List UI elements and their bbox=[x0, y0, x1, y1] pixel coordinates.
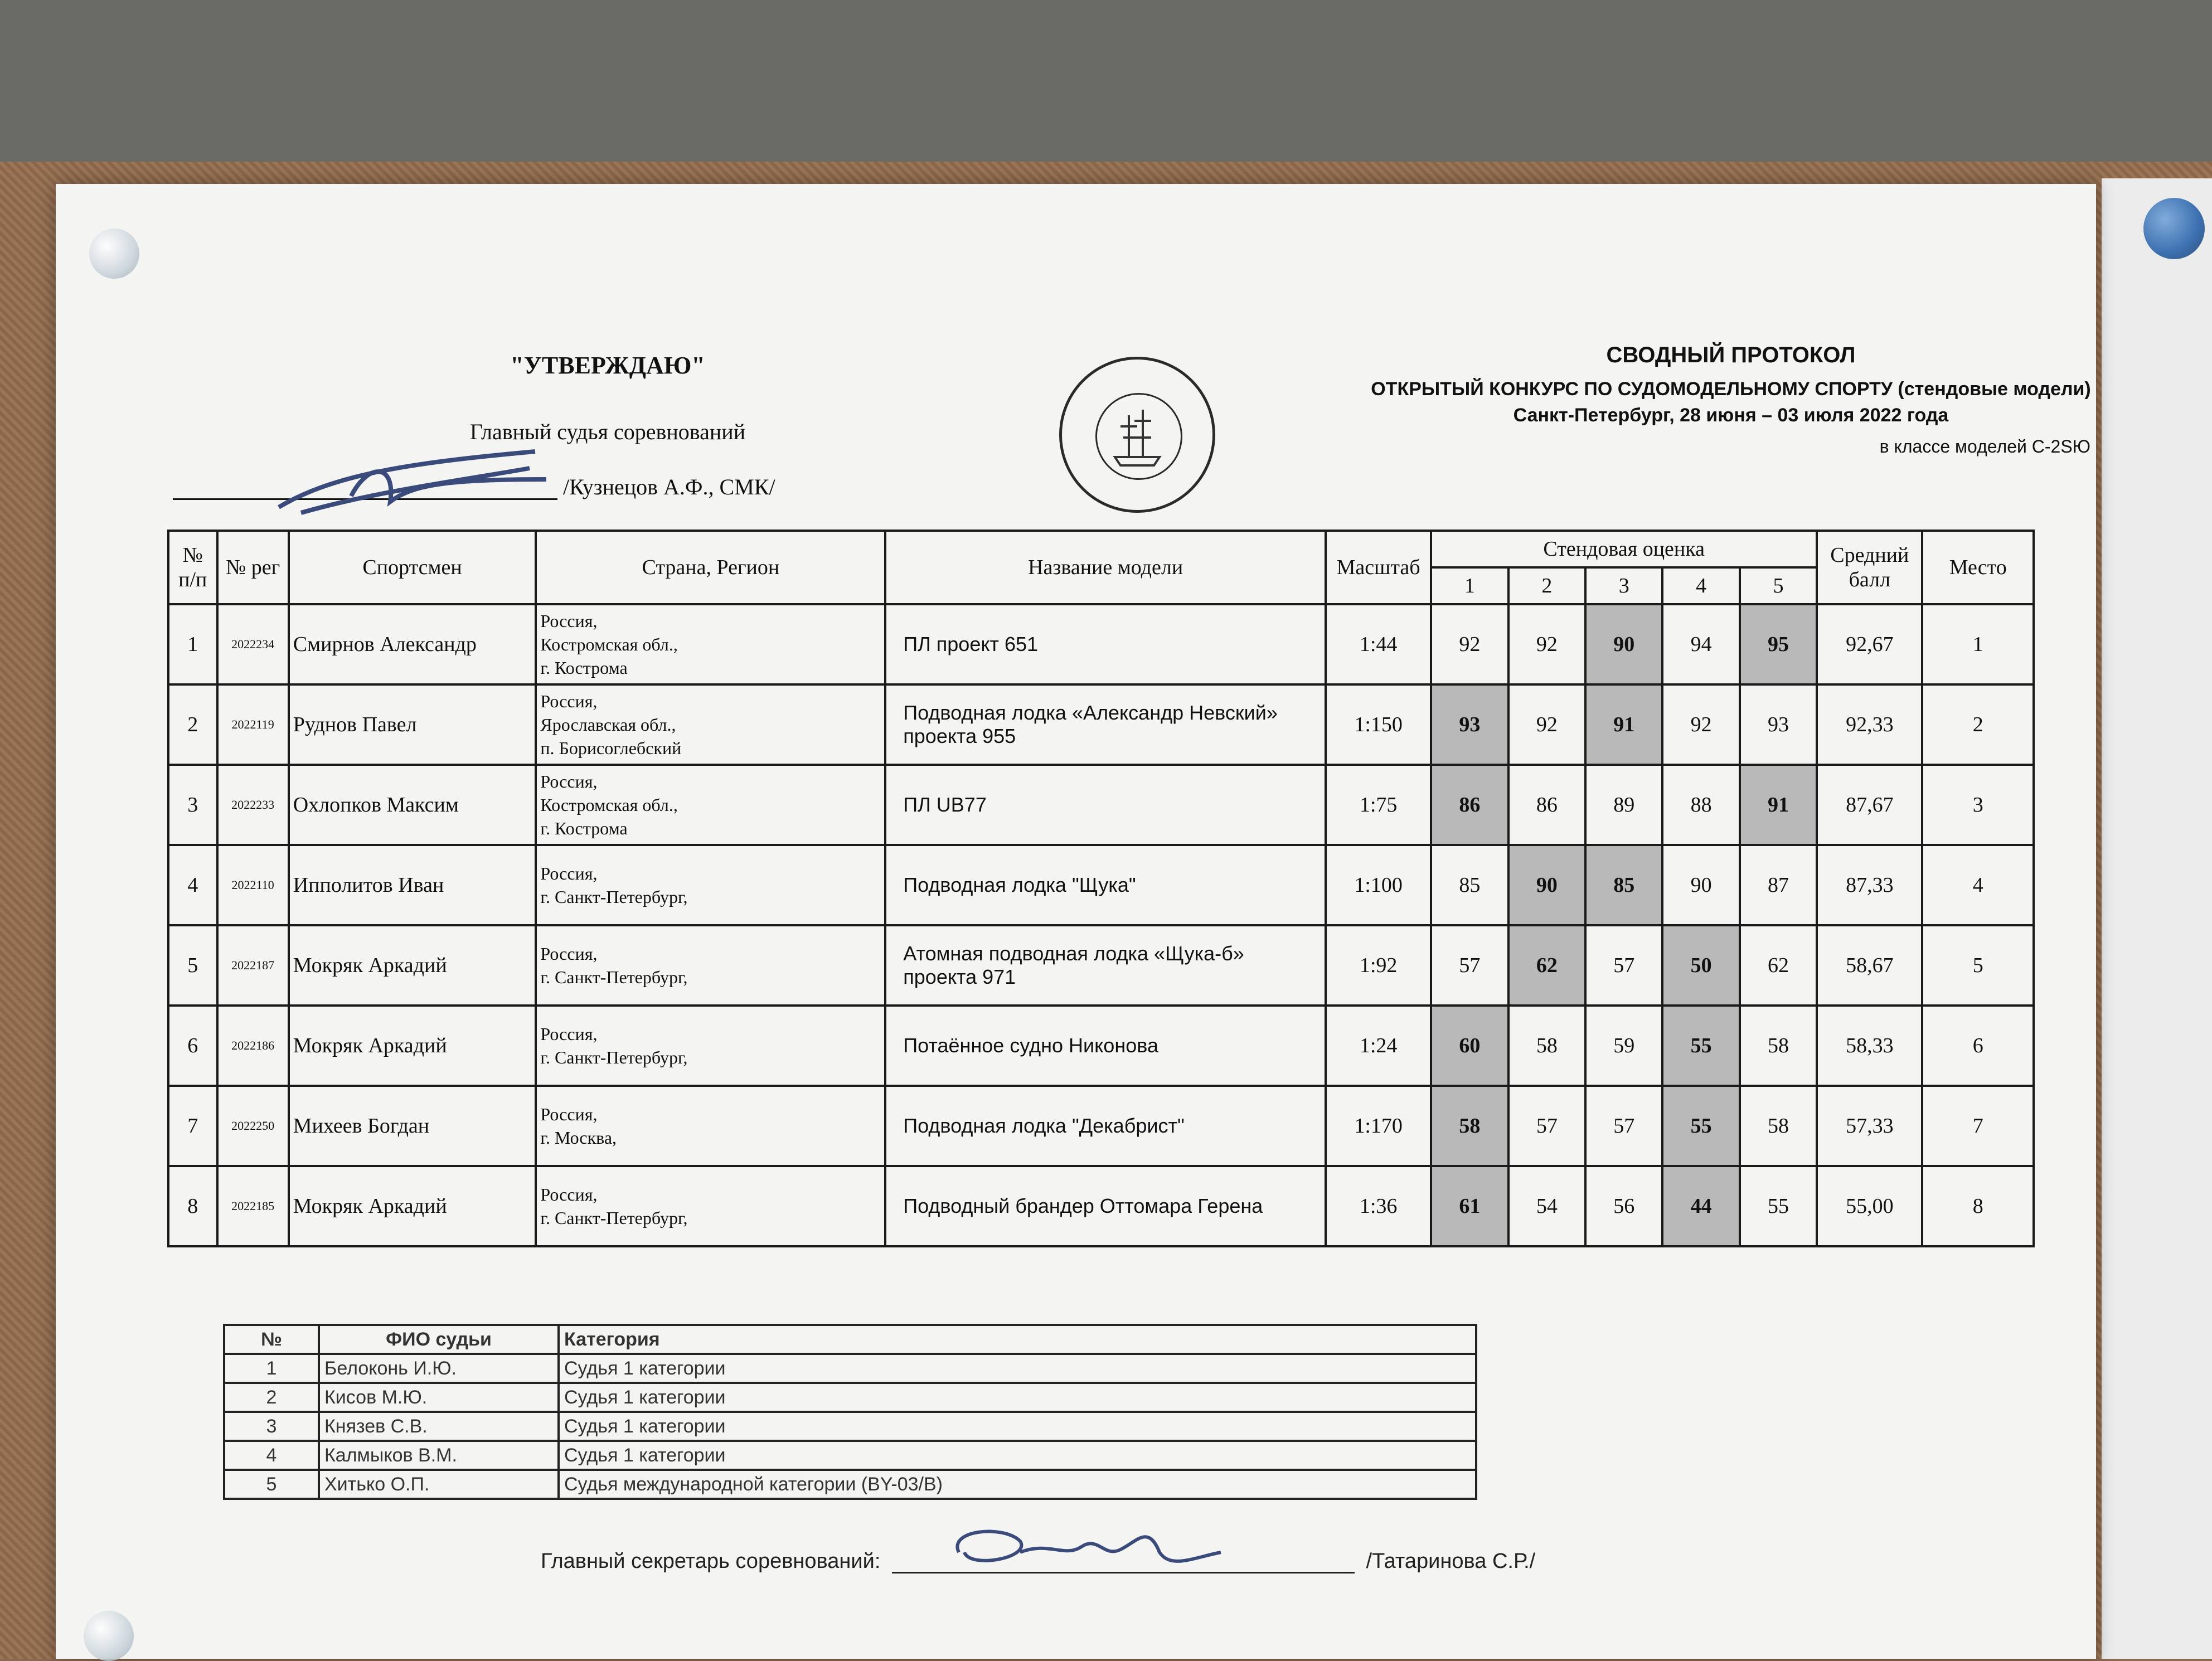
region-line: Россия, bbox=[540, 691, 598, 711]
header-num: № п/п bbox=[168, 531, 217, 604]
region-line: Костромская обл., bbox=[540, 634, 678, 654]
header-scale: Масштаб bbox=[1326, 531, 1431, 604]
region-line: п. Борисоглебский bbox=[540, 738, 682, 758]
row-model: Атомная подводная лодка «Щука-б» проекта 971 bbox=[885, 925, 1326, 1006]
row-score: 57 bbox=[1585, 925, 1662, 1006]
row-score: 90 bbox=[1585, 604, 1662, 684]
row-athlete: Мокряк Аркадий bbox=[289, 925, 536, 1006]
row-athlete: Охлопков Максим bbox=[289, 765, 536, 845]
region-line: Ярославская обл., bbox=[540, 715, 676, 735]
row-score: 91 bbox=[1740, 765, 1817, 845]
region-line: г. Москва, bbox=[540, 1128, 617, 1148]
row-region bbox=[536, 845, 885, 925]
row-reg: 2022119 bbox=[217, 684, 289, 765]
row-score: 61 bbox=[1431, 1166, 1508, 1246]
row-score: 58 bbox=[1508, 1006, 1585, 1086]
row-num: 5 bbox=[168, 925, 217, 1006]
row-region bbox=[536, 925, 885, 1006]
judges-table bbox=[223, 1324, 1477, 1500]
region-line: Россия, bbox=[540, 944, 598, 964]
competition-name: ОТКРЫТЫЙ КОНКУРС ПО СУДОМОДЕЛЬНОМУ СПОРТУ (стендовые модели) bbox=[1371, 378, 2091, 400]
row-score: 55 bbox=[1662, 1006, 1739, 1086]
row-avg: 58,67 bbox=[1817, 925, 1922, 1006]
push-pin-icon bbox=[2143, 198, 2205, 259]
row-reg: 2022185 bbox=[217, 1166, 289, 1246]
judge-category: Судья 1 категории bbox=[559, 1412, 1476, 1441]
row-num: 3 bbox=[168, 765, 217, 845]
header-reg: № рег bbox=[217, 531, 289, 604]
row-model: Подводная лодка "Щука" bbox=[885, 845, 1326, 925]
row-place: 2 bbox=[1922, 684, 2034, 765]
results-body bbox=[168, 604, 2034, 1246]
row-score: 86 bbox=[1508, 765, 1585, 845]
row-score: 92 bbox=[1431, 604, 1508, 684]
protocol-sheet bbox=[56, 184, 2096, 1659]
row-avg: 57,33 bbox=[1817, 1086, 1922, 1166]
judge-num: 4 bbox=[224, 1441, 319, 1470]
row-model: Подводная лодка «Александр Невский» проекта 955 bbox=[885, 684, 1326, 765]
region-line: Россия, bbox=[540, 1104, 598, 1124]
header-score-group: Стендовая оценка bbox=[1431, 531, 1817, 567]
row-num: 4 bbox=[168, 845, 217, 925]
header-judge: 4 bbox=[1662, 567, 1739, 604]
table-row bbox=[168, 925, 2034, 1006]
row-region bbox=[536, 1006, 885, 1086]
row-score: 92 bbox=[1508, 604, 1585, 684]
row-reg: 2022186 bbox=[217, 1006, 289, 1086]
row-score: 87 bbox=[1740, 845, 1817, 925]
results-table bbox=[167, 530, 2035, 1247]
row-reg: 2022234 bbox=[217, 604, 289, 684]
judge-name: Белоконь И.Ю. bbox=[319, 1354, 559, 1383]
row-model: Подводная лодка "Декабрист" bbox=[885, 1086, 1326, 1166]
judge-category: Судья 1 категории bbox=[559, 1383, 1476, 1412]
judge-category: Судья международной категории (BY-03/B) bbox=[559, 1470, 1476, 1499]
place-date: Санкт-Петербург, 28 июня – 03 июля 2022 года bbox=[1513, 405, 1949, 426]
secretary-role: Главный секретарь соревнований: bbox=[541, 1550, 881, 1573]
row-score: 44 bbox=[1662, 1166, 1739, 1246]
table-row bbox=[168, 1006, 2034, 1086]
row-score: 58 bbox=[1740, 1006, 1817, 1086]
row-place: 1 bbox=[1922, 604, 2034, 684]
row-athlete: Михеев Богдан bbox=[289, 1086, 536, 1166]
row-score: 89 bbox=[1585, 765, 1662, 845]
row-score: 50 bbox=[1662, 925, 1739, 1006]
row-score: 92 bbox=[1508, 684, 1585, 765]
row-athlete: Руднов Павел bbox=[289, 684, 536, 765]
judges-body bbox=[224, 1354, 1476, 1499]
row-model: ПЛ UB77 bbox=[885, 765, 1326, 845]
row-reg: 2022250 bbox=[217, 1086, 289, 1166]
seal-inner-ring bbox=[1095, 393, 1182, 480]
row-scale: 1:100 bbox=[1326, 845, 1431, 925]
row-score: 56 bbox=[1585, 1166, 1662, 1246]
row-score: 85 bbox=[1585, 845, 1662, 925]
row-scale: 1:36 bbox=[1326, 1166, 1431, 1246]
row-reg: 2022187 bbox=[217, 925, 289, 1006]
row-score: 55 bbox=[1740, 1166, 1817, 1246]
row-num: 8 bbox=[168, 1166, 217, 1246]
row-score: 91 bbox=[1585, 684, 1662, 765]
region-line: Россия, bbox=[540, 771, 598, 791]
header-judge: 5 bbox=[1740, 567, 1817, 604]
judge-category: Судья 1 категории bbox=[559, 1441, 1476, 1470]
row-scale: 1:75 bbox=[1326, 765, 1431, 845]
header-judge: 2 bbox=[1508, 567, 1585, 604]
judge-name: Калмыков В.М. bbox=[319, 1441, 559, 1470]
row-athlete: Смирнов Александр bbox=[289, 604, 536, 684]
header-judge: 3 bbox=[1585, 567, 1662, 604]
row-region bbox=[536, 765, 885, 845]
row-score: 62 bbox=[1508, 925, 1585, 1006]
row-avg: 92,67 bbox=[1817, 604, 1922, 684]
judges-row bbox=[224, 1383, 1476, 1412]
row-score: 85 bbox=[1431, 845, 1508, 925]
adjacent-sheet bbox=[2102, 178, 2212, 1659]
region-line: Россия, bbox=[540, 1184, 598, 1205]
row-score: 86 bbox=[1431, 765, 1508, 845]
header-athlete: Спортсмен bbox=[289, 531, 536, 604]
region-line: г. Санкт-Петербург, bbox=[540, 967, 688, 987]
region-line: г. Кострома bbox=[540, 658, 628, 678]
row-scale: 1:24 bbox=[1326, 1006, 1431, 1086]
row-score: 54 bbox=[1508, 1166, 1585, 1246]
table-row bbox=[168, 684, 2034, 765]
row-score: 95 bbox=[1740, 604, 1817, 684]
row-score: 55 bbox=[1662, 1086, 1739, 1166]
chief-judge-signature bbox=[268, 440, 557, 524]
judges-header-name: ФИО судьи bbox=[319, 1325, 559, 1354]
row-avg: 55,00 bbox=[1817, 1166, 1922, 1246]
row-place: 3 bbox=[1922, 765, 2034, 845]
row-score: 57 bbox=[1585, 1086, 1662, 1166]
judge-name: Хитько О.П. bbox=[319, 1470, 559, 1499]
row-score: 60 bbox=[1431, 1006, 1508, 1086]
row-place: 5 bbox=[1922, 925, 2034, 1006]
table-row bbox=[168, 765, 2034, 845]
row-athlete: Мокряк Аркадий bbox=[289, 1166, 536, 1246]
judges-header-num: № bbox=[224, 1325, 319, 1354]
row-reg: 2022110 bbox=[217, 845, 289, 925]
header-judge: 1 bbox=[1431, 567, 1508, 604]
secretary-signature bbox=[937, 1519, 1226, 1580]
header-region: Страна, Регион bbox=[536, 531, 885, 604]
judges-row bbox=[224, 1470, 1476, 1499]
region-line: г. Санкт-Петербург, bbox=[540, 1047, 688, 1067]
protocol-title: СВОДНЫЙ ПРОТОКОЛ bbox=[1606, 343, 1856, 367]
row-region bbox=[536, 604, 885, 684]
region-line: Россия, bbox=[540, 1024, 598, 1044]
row-num: 6 bbox=[168, 1006, 217, 1086]
region-line: г. Санкт-Петербург, bbox=[540, 887, 688, 907]
row-region bbox=[536, 1166, 885, 1246]
row-region bbox=[536, 1086, 885, 1166]
chief-judge-name: /Кузнецов А.Ф., СМК/ bbox=[563, 474, 775, 499]
row-score: 90 bbox=[1508, 845, 1585, 925]
model-class: в классе моделей С-2SЮ bbox=[1879, 436, 2090, 456]
row-athlete: Мокряк Аркадий bbox=[289, 1006, 536, 1086]
region-line: г. Санкт-Петербург, bbox=[540, 1208, 688, 1228]
row-place: 7 bbox=[1922, 1086, 2034, 1166]
table-row bbox=[168, 1166, 2034, 1246]
row-scale: 1:170 bbox=[1326, 1086, 1431, 1166]
row-score: 93 bbox=[1431, 684, 1508, 765]
row-score: 57 bbox=[1431, 925, 1508, 1006]
region-line: Костромская обл., bbox=[540, 795, 678, 815]
judges-row bbox=[224, 1354, 1476, 1383]
row-avg: 87,33 bbox=[1817, 845, 1922, 925]
row-place: 8 bbox=[1922, 1166, 2034, 1246]
row-score: 57 bbox=[1508, 1086, 1585, 1166]
push-pin-icon bbox=[89, 229, 139, 279]
row-model: ПЛ проект 651 bbox=[885, 604, 1326, 684]
row-region bbox=[536, 684, 885, 765]
official-seal bbox=[1059, 357, 1215, 513]
row-avg: 58,33 bbox=[1817, 1006, 1922, 1086]
judges-row bbox=[224, 1441, 1476, 1470]
row-score: 58 bbox=[1431, 1086, 1508, 1166]
row-score: 90 bbox=[1662, 845, 1739, 925]
judge-name: Кисов М.Ю. bbox=[319, 1383, 559, 1412]
wall-background bbox=[0, 0, 2212, 162]
judge-category: Судья 1 категории bbox=[559, 1354, 1476, 1383]
table-row bbox=[168, 1086, 2034, 1166]
header-model: Название модели bbox=[885, 531, 1326, 604]
judge-num: 2 bbox=[224, 1383, 319, 1412]
approval-role: Главный судья соревнований bbox=[469, 419, 746, 444]
row-num: 2 bbox=[168, 684, 217, 765]
judges-row bbox=[224, 1412, 1476, 1441]
region-line: Россия, bbox=[540, 863, 598, 883]
row-avg: 87,67 bbox=[1817, 765, 1922, 845]
row-model: Подводный брандер Оттомара Герена bbox=[885, 1166, 1326, 1246]
row-score: 88 bbox=[1662, 765, 1739, 845]
row-athlete: Ипполитов Иван bbox=[289, 845, 536, 925]
approval-block bbox=[413, 351, 803, 445]
push-pin-icon bbox=[84, 1611, 134, 1661]
header-place: Место bbox=[1922, 531, 2034, 604]
row-avg: 92,33 bbox=[1817, 684, 1922, 765]
region-line: Россия, bbox=[540, 611, 598, 631]
row-num: 7 bbox=[168, 1086, 217, 1166]
row-score: 92 bbox=[1662, 684, 1739, 765]
header-avg: Средний балл bbox=[1817, 531, 1922, 604]
region-line: г. Кострома bbox=[540, 818, 628, 838]
judge-num: 5 bbox=[224, 1470, 319, 1499]
table-row bbox=[168, 604, 2034, 684]
row-score: 94 bbox=[1662, 604, 1739, 684]
row-scale: 1:44 bbox=[1326, 604, 1431, 684]
judge-num: 1 bbox=[224, 1354, 319, 1383]
row-num: 1 bbox=[168, 604, 217, 684]
protocol-header bbox=[1360, 343, 2102, 457]
row-reg: 2022233 bbox=[217, 765, 289, 845]
row-score: 58 bbox=[1740, 1086, 1817, 1166]
approval-title: "УТВЕРЖДАЮ" bbox=[510, 352, 705, 379]
row-model: Потаённое судно Никонова bbox=[885, 1006, 1326, 1086]
judge-name: Князев С.В. bbox=[319, 1412, 559, 1441]
row-scale: 1:92 bbox=[1326, 925, 1431, 1006]
row-score: 62 bbox=[1740, 925, 1817, 1006]
row-place: 4 bbox=[1922, 845, 2034, 925]
secretary-name: /Татаринова С.Р./ bbox=[1366, 1550, 1536, 1573]
judges-header-category: Категория bbox=[559, 1325, 1476, 1354]
table-row bbox=[168, 845, 2034, 925]
judge-num: 3 bbox=[224, 1412, 319, 1441]
row-place: 6 bbox=[1922, 1006, 2034, 1086]
row-score: 93 bbox=[1740, 684, 1817, 765]
row-score: 59 bbox=[1585, 1006, 1662, 1086]
row-scale: 1:150 bbox=[1326, 684, 1431, 765]
